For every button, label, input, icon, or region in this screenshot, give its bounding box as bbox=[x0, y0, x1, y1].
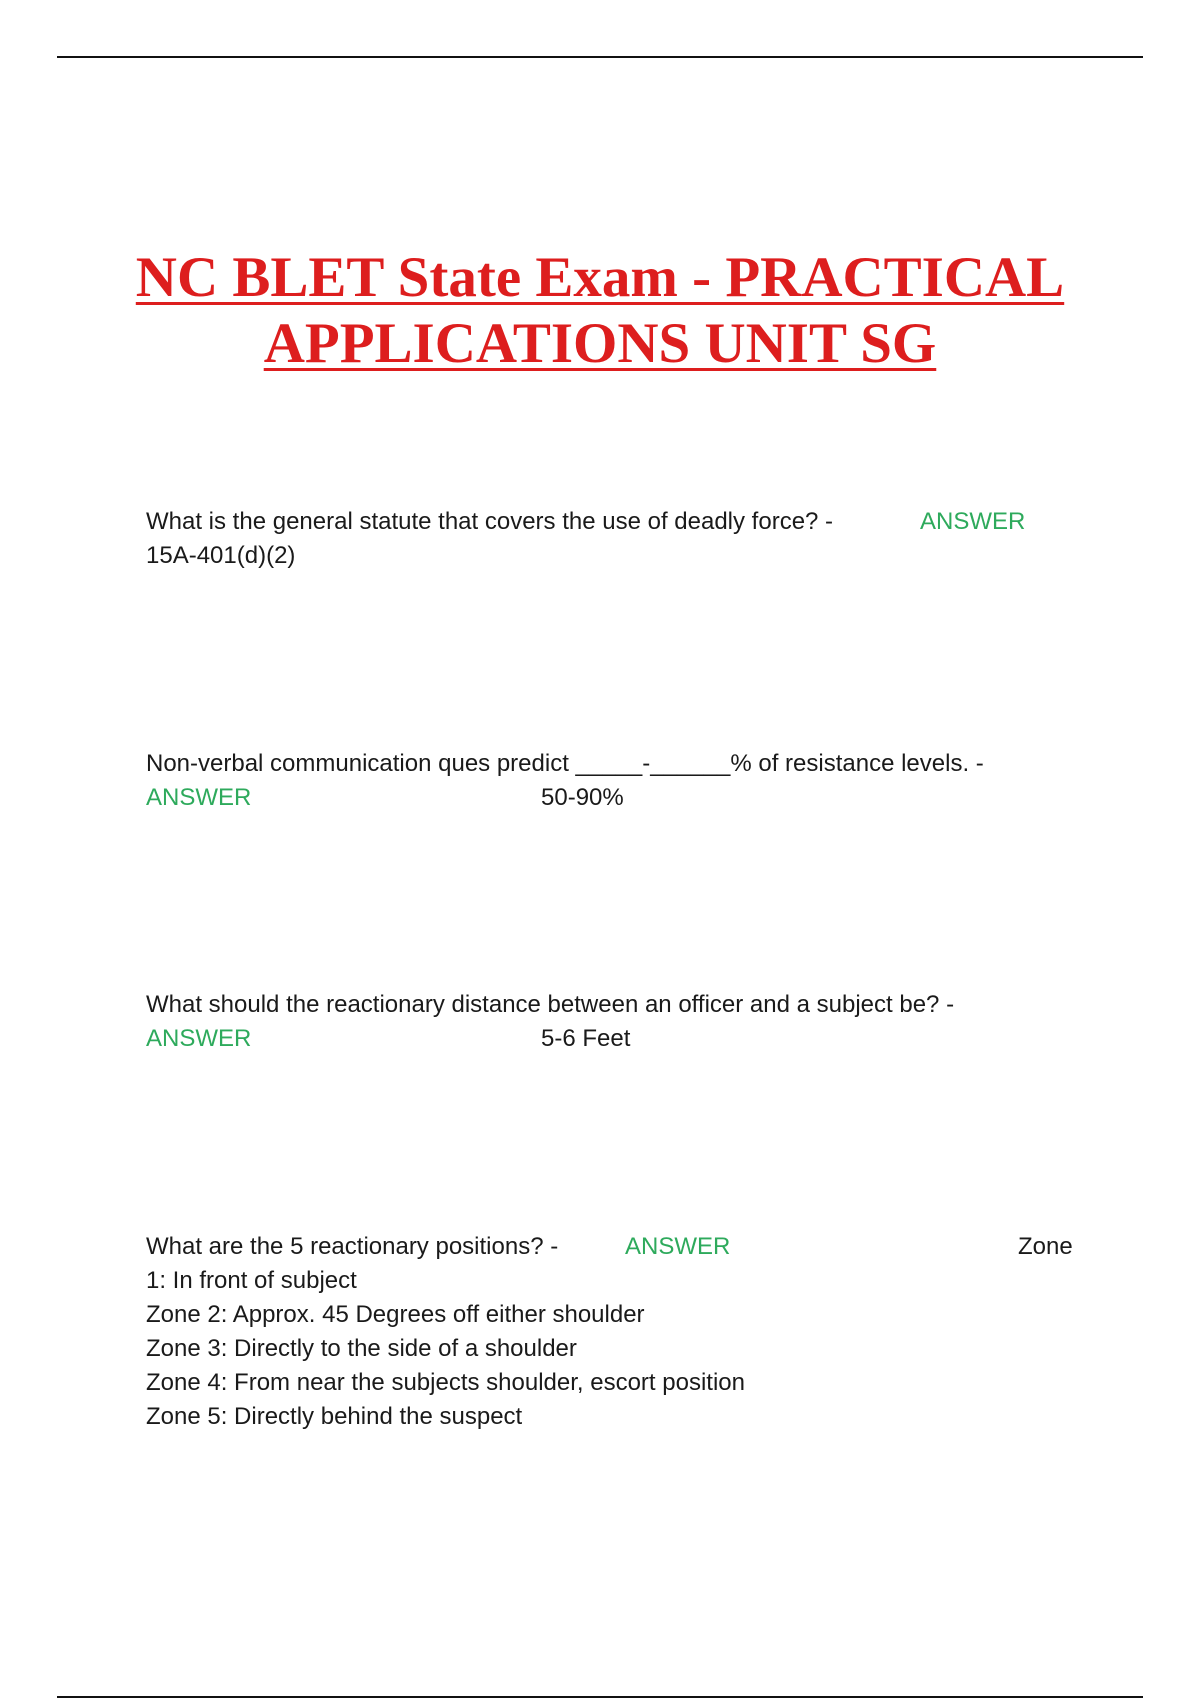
question-text: Non-verbal communication ques predict _____-______% of resistance levels. - bbox=[146, 750, 984, 777]
qa-item-1 bbox=[146, 505, 1076, 573]
qa-item-2 bbox=[146, 747, 1076, 815]
answer-label: ANSWER bbox=[146, 1025, 252, 1052]
question-text: What is the general statute that covers the use of deadly force? - bbox=[146, 508, 834, 535]
answer-line-1: 1: In front of subject bbox=[146, 1267, 357, 1294]
answer-line-4: Zone 4: From near the subjects shoulder, escort position bbox=[146, 1369, 745, 1396]
answer-label: ANSWER bbox=[920, 508, 1026, 535]
answer-line-2: Zone 2: Approx. 45 Degrees off either shoulder bbox=[146, 1301, 645, 1328]
answer-text: 5-6 Feet bbox=[541, 1025, 631, 1052]
question-text: What are the 5 reactionary positions? - bbox=[146, 1233, 559, 1260]
title-line-1: NC BLET State Exam - PRACTICAL bbox=[135, 246, 1065, 309]
answer-line-3: Zone 3: Directly to the side of a shoulder bbox=[146, 1335, 577, 1362]
answer-text: 15A-401(d)(2) bbox=[146, 542, 296, 569]
question-text: What should the reactionary distance between an officer and a subject be? - bbox=[146, 991, 955, 1018]
answer-label: ANSWER bbox=[146, 784, 252, 811]
answer-text-start: Zone bbox=[1018, 1233, 1073, 1260]
document-title bbox=[57, 245, 1143, 377]
answer-text: 50-90% bbox=[541, 784, 624, 811]
answer-line-5: Zone 5: Directly behind the suspect bbox=[146, 1403, 523, 1430]
bottom-rule bbox=[57, 1696, 1143, 1698]
qa-item-3 bbox=[146, 988, 1076, 1056]
title-line-2: APPLICATIONS UNIT SG bbox=[263, 312, 937, 375]
top-rule bbox=[57, 56, 1143, 58]
answer-label: ANSWER bbox=[625, 1233, 731, 1260]
qa-item-4 bbox=[146, 1230, 1076, 1434]
